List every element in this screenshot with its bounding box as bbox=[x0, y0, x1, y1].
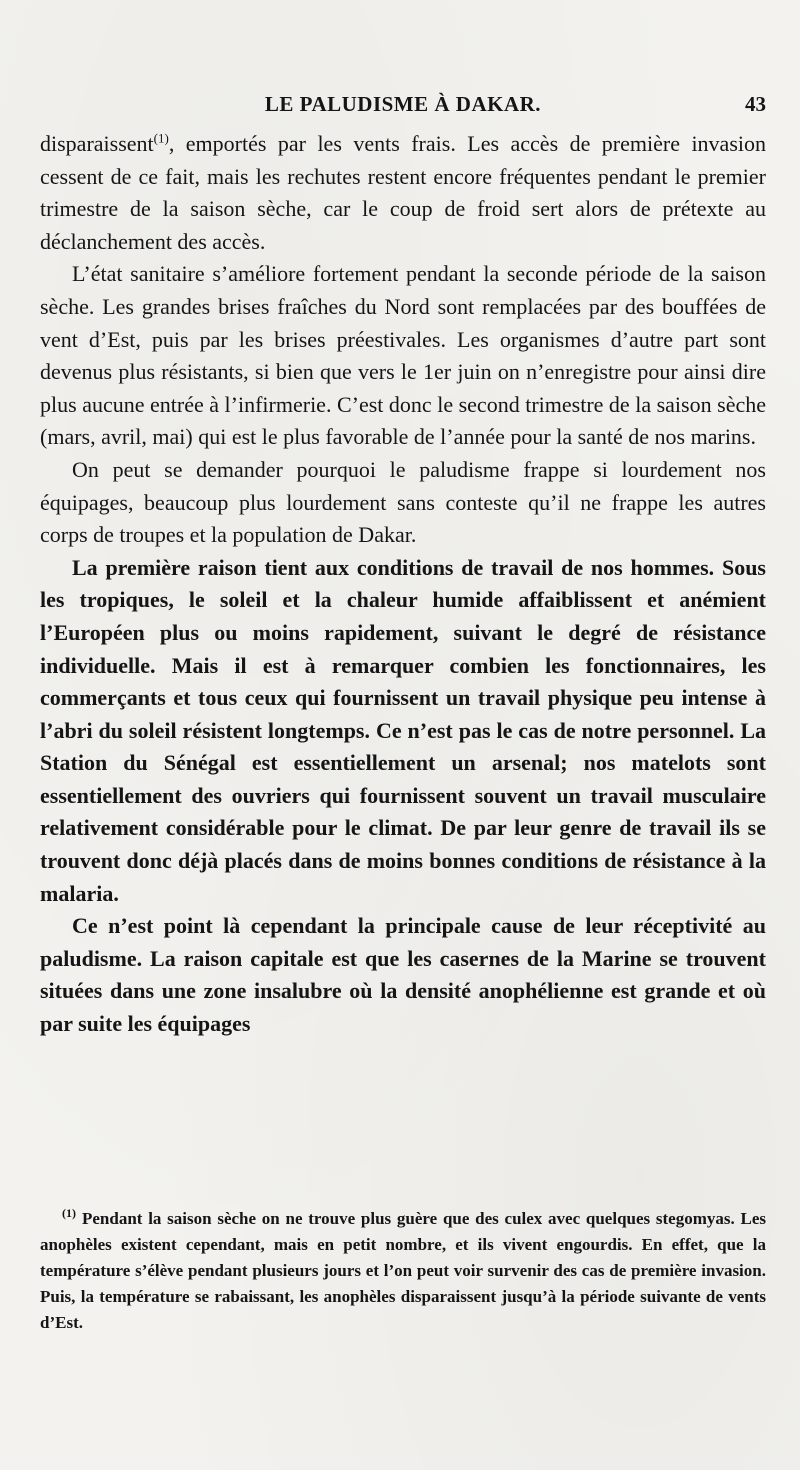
running-title: LE PALUDISME À DAKAR. bbox=[264, 92, 542, 116]
page-number: 43 bbox=[745, 92, 766, 116]
paragraph: L’état sanitaire s’améliore fortement pendant la seconde période de la saison sèche. Les grandes brises fraîches du Nord sont remplacées par des bouffées de vent d’Est, puis par les brises préestivales. Les organismes d’autre part sont devenus plus résistants, si bien que vers le 1er juin on n’enregistre pour ainsi dire plus aucune entrée à l’infirmerie. C’est donc le second trimestre de la saison sèche (mars, avril, mai) qui est le plus favorable de l’année pour la santé de nos marins. bbox=[40, 261, 766, 450]
footnote bbox=[40, 1206, 766, 1336]
footnote-reference: (1) bbox=[153, 130, 169, 146]
paragraph: Ce n’est point là cependant la principale cause de leur réceptivité au paludisme. La raison capitale est que les casernes de la Marine se trouvent situées dans une zone insalubre où la densité anophélienne est grande et où par suite les équipages bbox=[40, 913, 766, 1037]
paragraph: La première raison tient aux conditions de travail de nos hommes. Sous les tropiques, le soleil et la chaleur humide affaiblissent et anémient l’Européen plus ou moins rapidement, suivant le degré de résistance individuelle. Mais il est à remarquer combien les fonctionnaires, les commerçants et tous ceux qui fournissent un travail physique peu intense à l’abri du soleil résistent longtemps. Ce n’est pas le cas de notre personnel. La Station du Sénégal est essentiellement un arsenal; nos matelots sont essentiellement des ouvriers qui fournissent souvent un travail musculaire relativement considérable pour le climat. De par leur genre de travail ils se trouvent donc déjà placés dans de moins bonnes conditions de résistance à la malaria. bbox=[40, 554, 766, 906]
footnotes bbox=[40, 1206, 766, 1336]
footnote-mark: (1) bbox=[62, 1206, 76, 1221]
paragraph: On peut se demander pourquoi le paludisme frappe si lourdement nos équipages, beaucoup plus lourdement sans conteste qu’il ne frappe les autres corps de troupes et la population de Dakar. bbox=[40, 456, 766, 548]
paragraph-continued bbox=[40, 128, 766, 258]
paragraph-text: , emportés par les vents frais. Les accès de première invasion cessent de ce fait, mais les rechutes restent encore fréquentes pendant le premier trimestre de la saison sèche, car le coup de froid sert alors de prétexte au déclanchement des accès. bbox=[40, 131, 766, 254]
footnote-text: Pendant la saison sèche on ne trouve plus guère que des culex avec quelques stegomyas. Les anophèles existent cependant, mais en petit nombre, et ils vivent engourdis. En effet, que la température s’élève pendant plusieurs jours et l’on peut voir survenir des cas de première invasion. Puis, la température se rabaissant, les anophèles disparaissent jusqu’à la période suivante de vents d’Est. bbox=[40, 1209, 766, 1332]
paragraph-text: disparaissent bbox=[40, 131, 154, 156]
running-head bbox=[40, 92, 766, 124]
body-text bbox=[40, 128, 766, 1041]
